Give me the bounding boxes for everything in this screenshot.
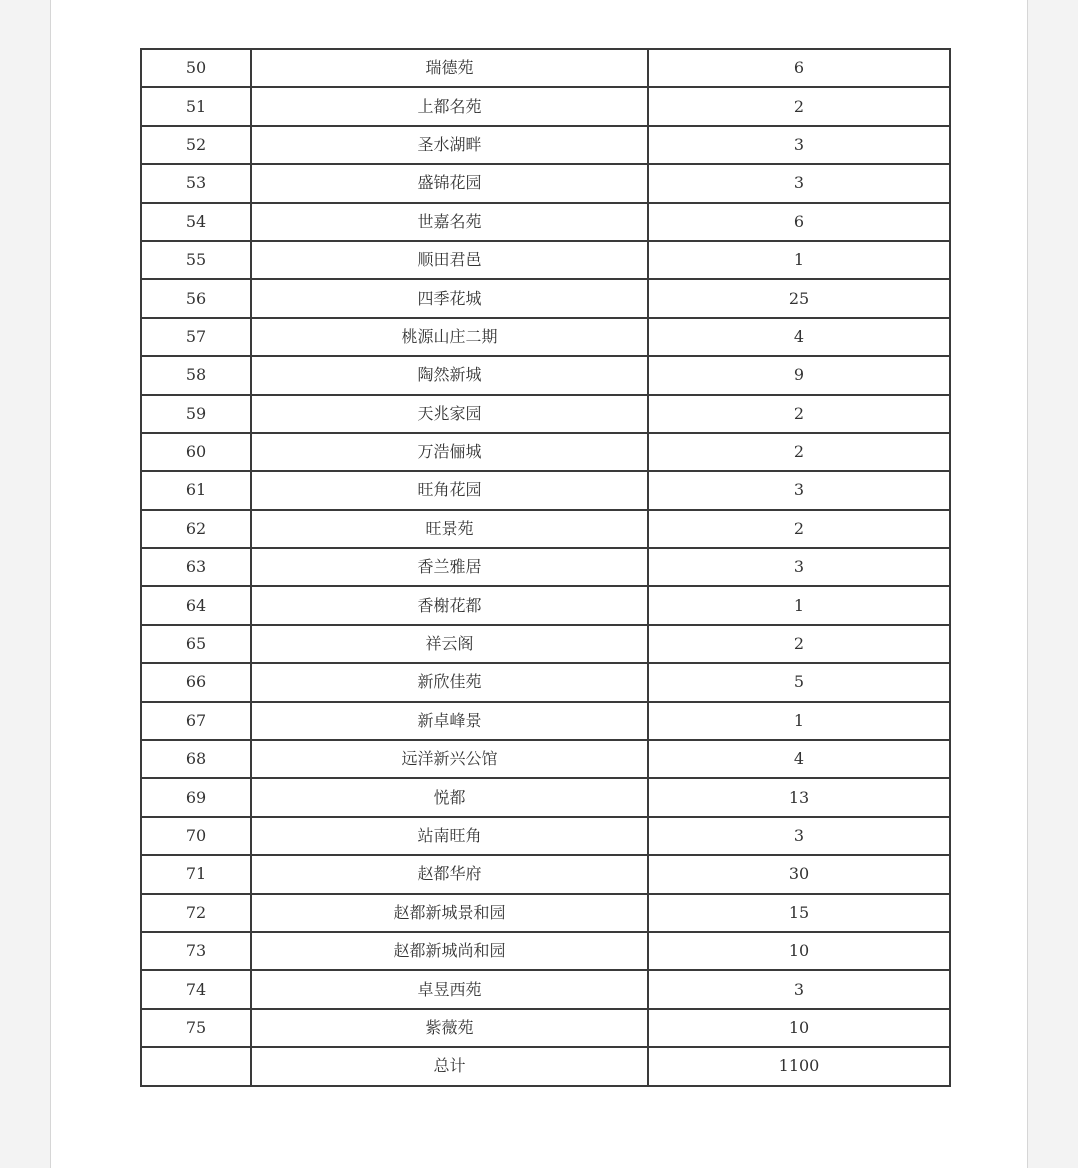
cell-count: 6 [648,203,950,241]
cell-name: 陶然新城 [251,356,648,394]
table-row [141,663,950,701]
cell-number: 74 [141,970,251,1008]
cell-name: 赵都新城尚和园 [251,932,648,970]
cell-count: 1 [648,702,950,740]
cell-number: 68 [141,740,251,778]
cell-name: 香榭花都 [251,586,648,624]
cell-number: 73 [141,932,251,970]
table-row [141,510,950,548]
cell-name: 瑞德苑 [251,49,648,87]
cell-count: 6 [648,49,950,87]
table-row [141,318,950,356]
table-row [141,817,950,855]
cell-count: 15 [648,894,950,932]
table-row [141,164,950,202]
cell-name: 卓昱西苑 [251,970,648,1008]
cell-name: 远洋新兴公馆 [251,740,648,778]
total-label: 总计 [251,1047,648,1085]
cell-number: 60 [141,433,251,471]
table-body [141,49,950,1086]
cell-count: 1 [648,241,950,279]
table-row [141,586,950,624]
cell-name: 站南旺角 [251,817,648,855]
cell-number: 69 [141,778,251,816]
cell-name: 圣水湖畔 [251,126,648,164]
cell-count: 2 [648,510,950,548]
table-row [141,970,950,1008]
cell-name: 香兰雅居 [251,548,648,586]
table-row [141,932,950,970]
cell-name: 旺角花园 [251,471,648,509]
total-count: 1100 [648,1047,950,1085]
cell-number: 50 [141,49,251,87]
cell-count: 4 [648,318,950,356]
table-row [141,702,950,740]
cell-name: 万浩俪城 [251,433,648,471]
cell-count: 3 [648,817,950,855]
cell-number: 67 [141,702,251,740]
cell-number: 56 [141,279,251,317]
cell-count: 2 [648,395,950,433]
cell-number: 70 [141,817,251,855]
cell-number: 61 [141,471,251,509]
cell-count: 25 [648,279,950,317]
cell-number: 52 [141,126,251,164]
document-page [50,0,1028,1168]
cell-number: 59 [141,395,251,433]
cell-count: 5 [648,663,950,701]
cell-number: 72 [141,894,251,932]
cell-number: 53 [141,164,251,202]
cell-name: 盛锦花园 [251,164,648,202]
table-row [141,740,950,778]
table-row [141,1009,950,1047]
cell-name: 四季花城 [251,279,648,317]
data-table [140,48,951,1087]
cell-count: 4 [648,740,950,778]
table-row [141,49,950,87]
table-row [141,548,950,586]
cell-name: 世嘉名苑 [251,203,648,241]
cell-number: 57 [141,318,251,356]
table-row [141,471,950,509]
cell-name: 赵都华府 [251,855,648,893]
cell-number: 62 [141,510,251,548]
cell-count: 2 [648,433,950,471]
cell-count: 3 [648,970,950,1008]
cell-name: 紫薇苑 [251,1009,648,1047]
table-row [141,126,950,164]
cell-number: 58 [141,356,251,394]
cell-number: 65 [141,625,251,663]
table-row [141,356,950,394]
cell-count: 10 [648,1009,950,1047]
cell-name: 悦都 [251,778,648,816]
table-row [141,395,950,433]
cell-number: 54 [141,203,251,241]
cell-count: 10 [648,932,950,970]
cell-name: 顺田君邑 [251,241,648,279]
cell-count: 13 [648,778,950,816]
cell-number [141,1047,251,1085]
cell-count: 3 [648,126,950,164]
cell-number: 63 [141,548,251,586]
cell-name: 祥云阁 [251,625,648,663]
table-row [141,241,950,279]
table-row [141,625,950,663]
table-row [141,778,950,816]
cell-number: 75 [141,1009,251,1047]
table-row [141,433,950,471]
cell-number: 55 [141,241,251,279]
table-row [141,894,950,932]
cell-name: 赵都新城景和园 [251,894,648,932]
cell-number: 66 [141,663,251,701]
cell-count: 2 [648,87,950,125]
cell-count: 2 [648,625,950,663]
total-row [141,1047,950,1085]
table-row [141,203,950,241]
cell-count: 1 [648,586,950,624]
cell-count: 9 [648,356,950,394]
cell-count: 3 [648,164,950,202]
cell-count: 3 [648,471,950,509]
cell-count: 3 [648,548,950,586]
cell-name: 新欣佳苑 [251,663,648,701]
cell-name: 上都名苑 [251,87,648,125]
cell-number: 51 [141,87,251,125]
cell-name: 天兆家园 [251,395,648,433]
cell-number: 64 [141,586,251,624]
cell-count: 30 [648,855,950,893]
table-row [141,87,950,125]
cell-name: 新卓峰景 [251,702,648,740]
cell-name: 旺景苑 [251,510,648,548]
table-row [141,855,950,893]
cell-number: 71 [141,855,251,893]
table-row [141,279,950,317]
cell-name: 桃源山庄二期 [251,318,648,356]
